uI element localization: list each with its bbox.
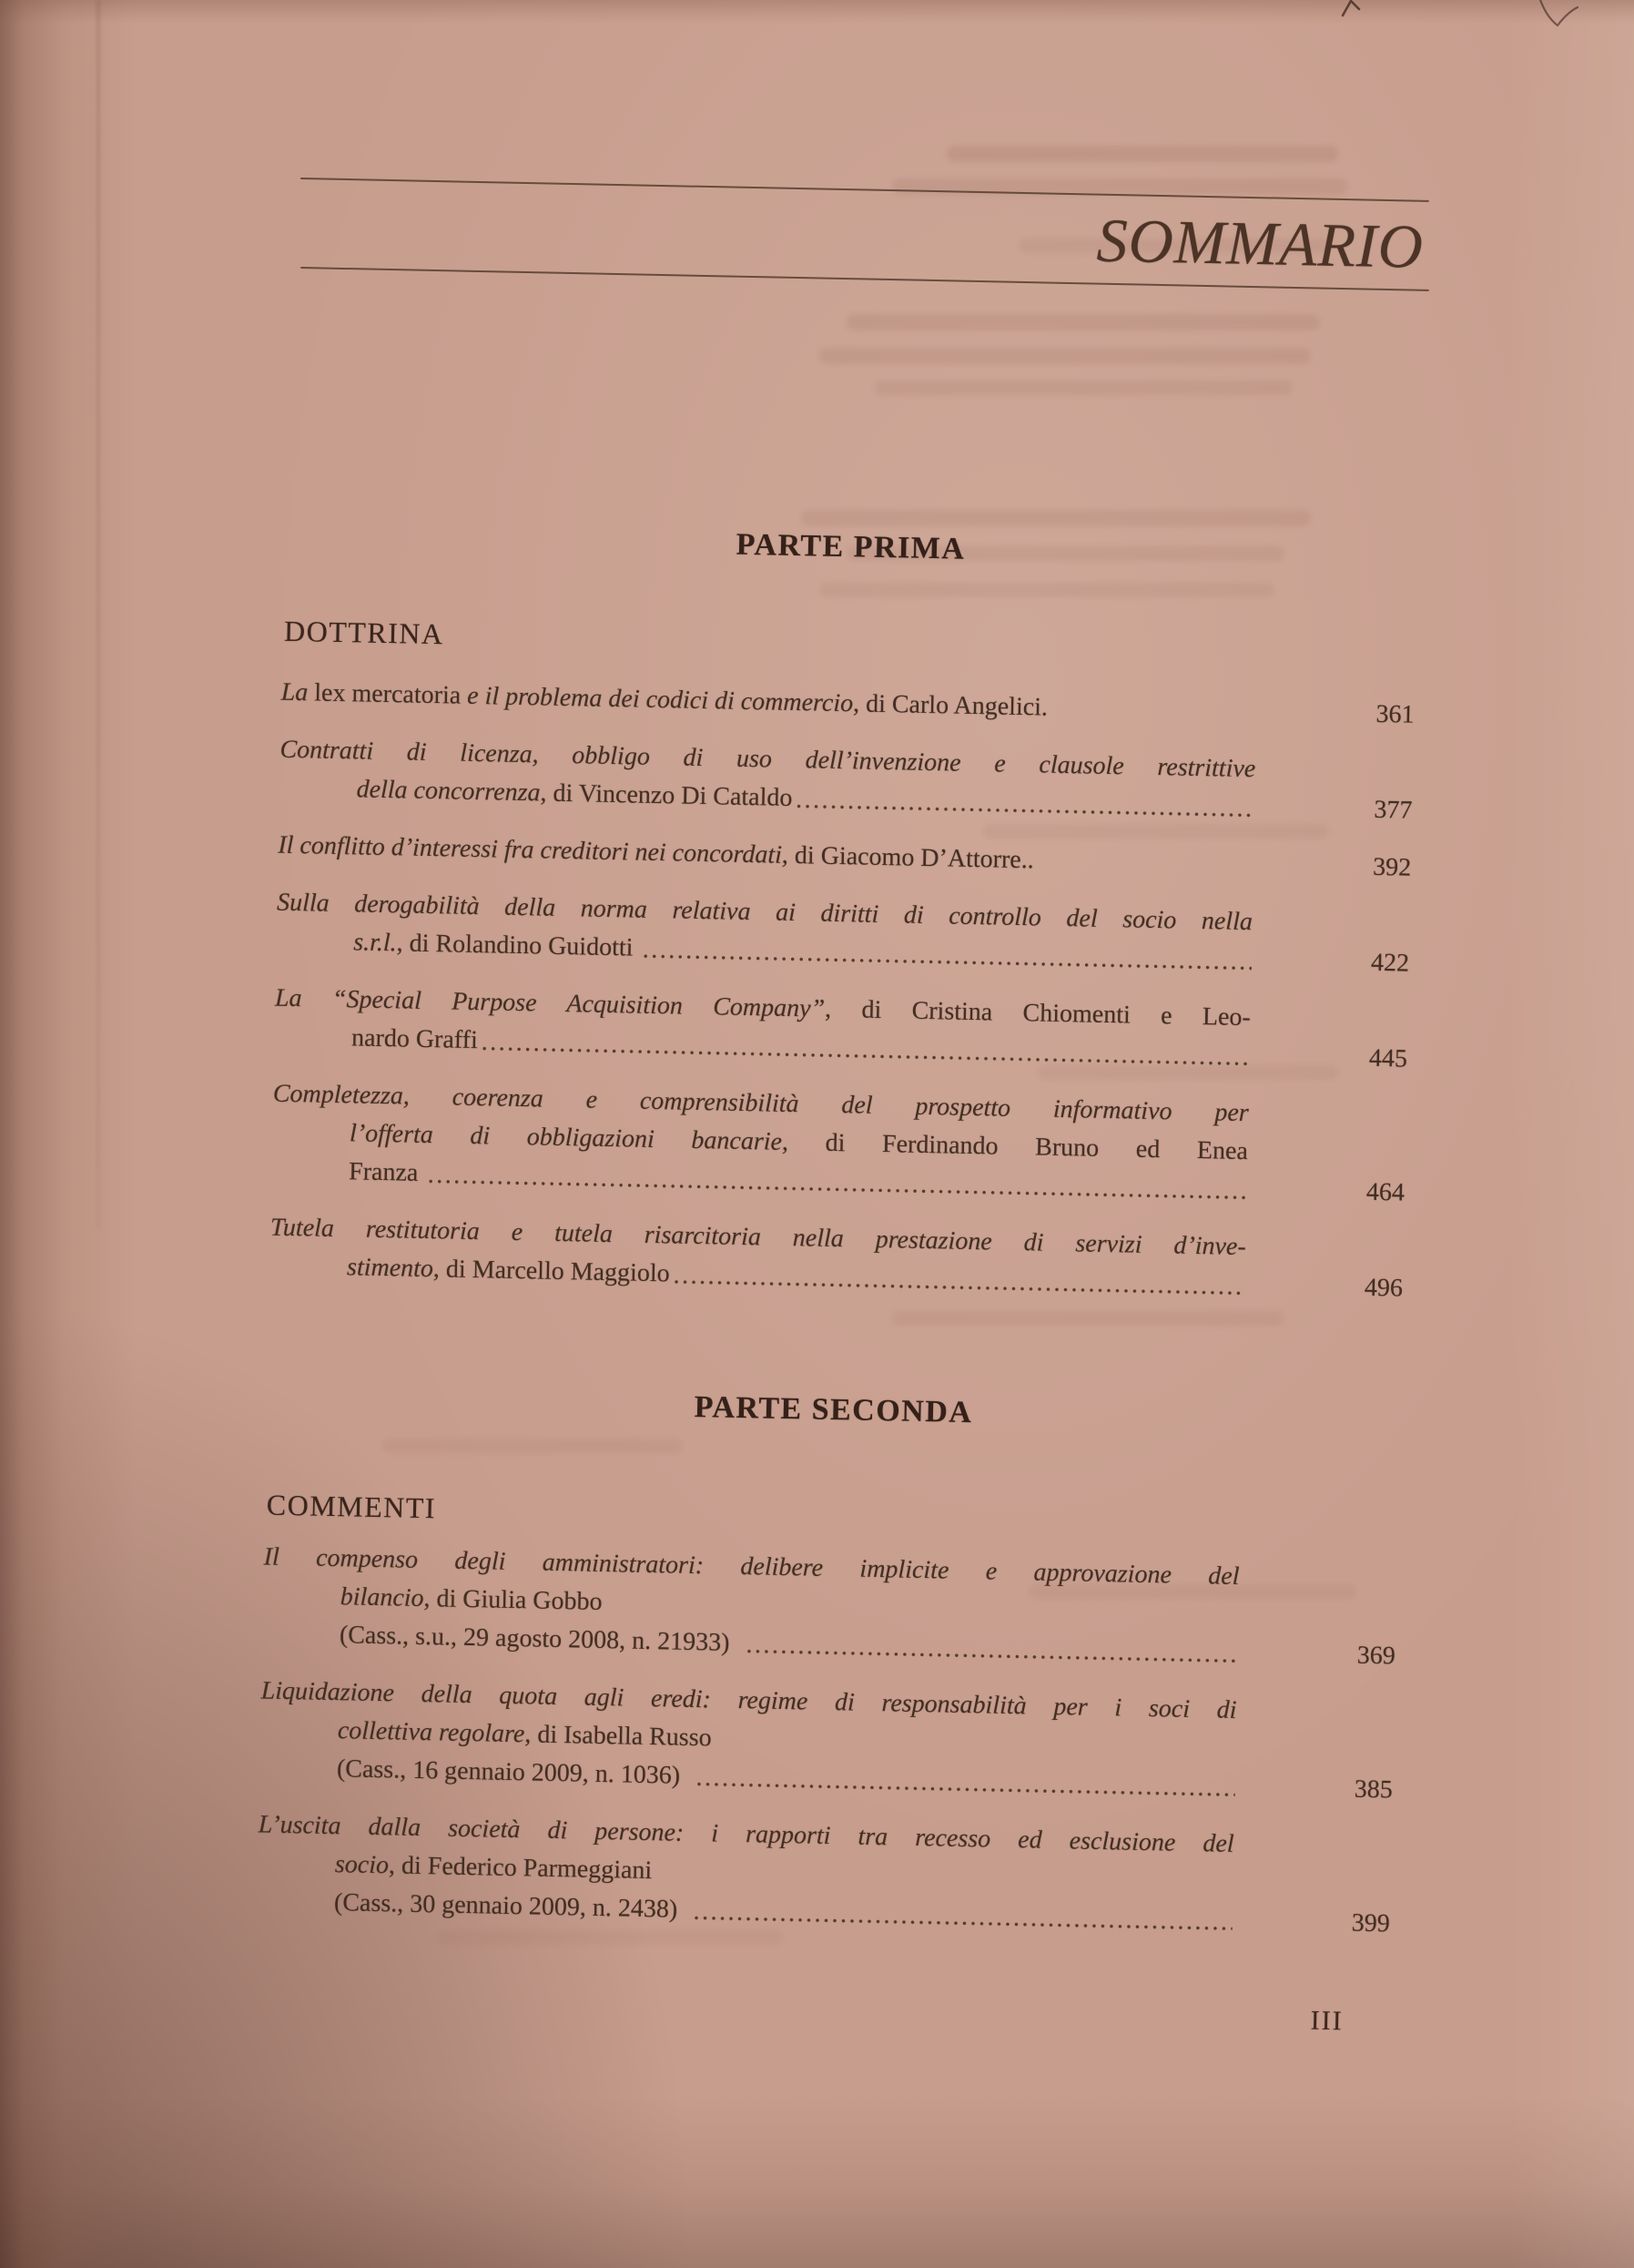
page-ref: 369 — [1356, 1641, 1396, 1671]
leader-dots — [797, 803, 1254, 819]
toc-line-text: Il conflitto d’interessi fra creditori nei concordati — [278, 830, 783, 870]
folio-page-number: III — [1310, 2005, 1345, 2037]
toc-line-text: l’offerta di obbligazioni bancarie — [349, 1119, 783, 1156]
toc-line-text: della concorrenza — [356, 775, 541, 808]
leader-dots — [644, 953, 1252, 971]
toc-entries — [269, 674, 1415, 1327]
part-heading: PARTE PRIMA — [736, 527, 966, 566]
leader-dots — [695, 1915, 1233, 1932]
toc-entry — [262, 1538, 1397, 1675]
leader-dots — [674, 1278, 1244, 1297]
toc-line-text: , di Federico Parmeggiani — [388, 1851, 653, 1886]
toc-entry — [276, 884, 1410, 983]
page-ref: 377 — [1374, 795, 1413, 825]
toc-line-text: La “Special Purpose Acquisition Company” — [274, 983, 826, 1023]
toc-line-text — [271, 1152, 425, 1193]
toc-line-text — [269, 1247, 670, 1294]
toc-line-text — [274, 1018, 478, 1060]
toc-entry — [274, 980, 1408, 1079]
toc-entry — [279, 731, 1413, 830]
toc-line-text — [257, 1882, 691, 1929]
toc-entry — [280, 674, 1415, 735]
toc-entries — [256, 1538, 1397, 1962]
toc-line-text — [259, 1748, 694, 1795]
page-ref: 399 — [1351, 1908, 1391, 1938]
toc-line-text: nardo Graffi — [350, 1023, 479, 1055]
toc-line-text — [276, 922, 640, 968]
toc-line-text: , di Cristina Chiomenti e Leo- — [824, 994, 1252, 1032]
leader-dots — [1052, 713, 1257, 724]
part-prima-section — [269, 519, 1418, 1303]
toc-line-text: , di Vincenzo Di Cataldo — [540, 778, 793, 812]
page-ref: 422 — [1370, 948, 1410, 978]
toc-line-text: Il compenso degli amministratori: delibere implicite e approvazione del — [263, 1542, 1240, 1592]
toc-line-text: Sulla derogabilità della norma relativa ai diritti di controllo del socio nella — [276, 888, 1253, 937]
leader-dots — [697, 1781, 1235, 1798]
toc-entry — [269, 1209, 1404, 1308]
toc-line-text: , di Isabella Russo — [524, 1720, 712, 1753]
toc-line-text: Franza — [348, 1157, 425, 1187]
leader-dots — [482, 1045, 1250, 1067]
toc-line-text: stimento — [346, 1253, 434, 1284]
toc-line-text: , di Carlo Angelici. — [852, 689, 1049, 722]
page-ref: 361 — [1375, 699, 1415, 729]
toc-line-text: (Cass., 30 gennaio 2009, n. 2438) — [333, 1888, 691, 1924]
toc-line-text: e il problema dei codici di commercio — [460, 681, 854, 718]
toc-line — [278, 827, 1412, 888]
toc-line-text: Liquidazione della quota agli eredi: regime di responsabilità per i soci di — [260, 1676, 1237, 1724]
toc-line-text: bilancio — [340, 1582, 424, 1613]
toc-line-text: , di Marcello Maggiolo — [432, 1255, 670, 1288]
toc-line-text: lex mercatoria — [314, 678, 462, 710]
leader-dots — [1038, 865, 1253, 876]
toc-line-text: Contratti di licenza, obbligo di uso dell’invenzione e clausole restrittive — [279, 735, 1256, 784]
toc-line-text — [278, 827, 1034, 880]
toc-line-text: , di Giacomo D’Attorre.. — [781, 840, 1035, 875]
part-seconda-section — [258, 1382, 1401, 1938]
toc-entry — [271, 1075, 1406, 1213]
toc-entry — [257, 1805, 1392, 1943]
page-ref: 445 — [1368, 1043, 1408, 1073]
leader-dots — [746, 1648, 1237, 1664]
page-ref: 464 — [1365, 1177, 1406, 1207]
toc-entry — [259, 1672, 1395, 1809]
leader-dots — [429, 1178, 1247, 1201]
page-ref: 496 — [1364, 1273, 1404, 1303]
section-heading: DOTTRINA — [283, 614, 444, 651]
toc-line-text: socio — [334, 1850, 390, 1880]
toc-line-text: Completezza, coerenza e comprensibilità del prospetto informativo per — [272, 1079, 1249, 1128]
toc-line-text: La — [280, 677, 315, 707]
toc-line-text: (Cass., 16 gennaio 2009, n. 1036) — [336, 1754, 694, 1791]
toc-line-text: , di Giulia Gobbo — [423, 1584, 603, 1616]
toc-line-text: s.r.l. — [352, 928, 398, 958]
toc-line-text — [280, 674, 1048, 727]
toc-line-text: (Cass., s.u., 29 agosto 2008, n. 21933) — [339, 1621, 743, 1658]
toc-line-text: , di Rolandino Guidotti — [396, 929, 640, 962]
page-ref: 385 — [1354, 1775, 1394, 1805]
toc-line-text: , di Ferdinando Bruno ed Enea — [781, 1127, 1249, 1166]
page-title: SOMMARIO — [1095, 205, 1425, 281]
page-ref: 392 — [1372, 852, 1412, 882]
toc-line-text: Tutela restitutoria e tutela risarcitoria nella prestazione di servizi d’inve- — [269, 1213, 1247, 1262]
toc-entry — [278, 827, 1412, 888]
toc-line-text: collettiva regolare — [337, 1716, 525, 1749]
toc-line-text: L’uscita dalla società di persone: i rapporti tra recesso ed esclusione del — [258, 1810, 1234, 1858]
toc-line — [280, 674, 1415, 735]
part-heading: PARTE SECONDA — [694, 1389, 973, 1430]
section-heading: COMMENTI — [266, 1488, 437, 1525]
